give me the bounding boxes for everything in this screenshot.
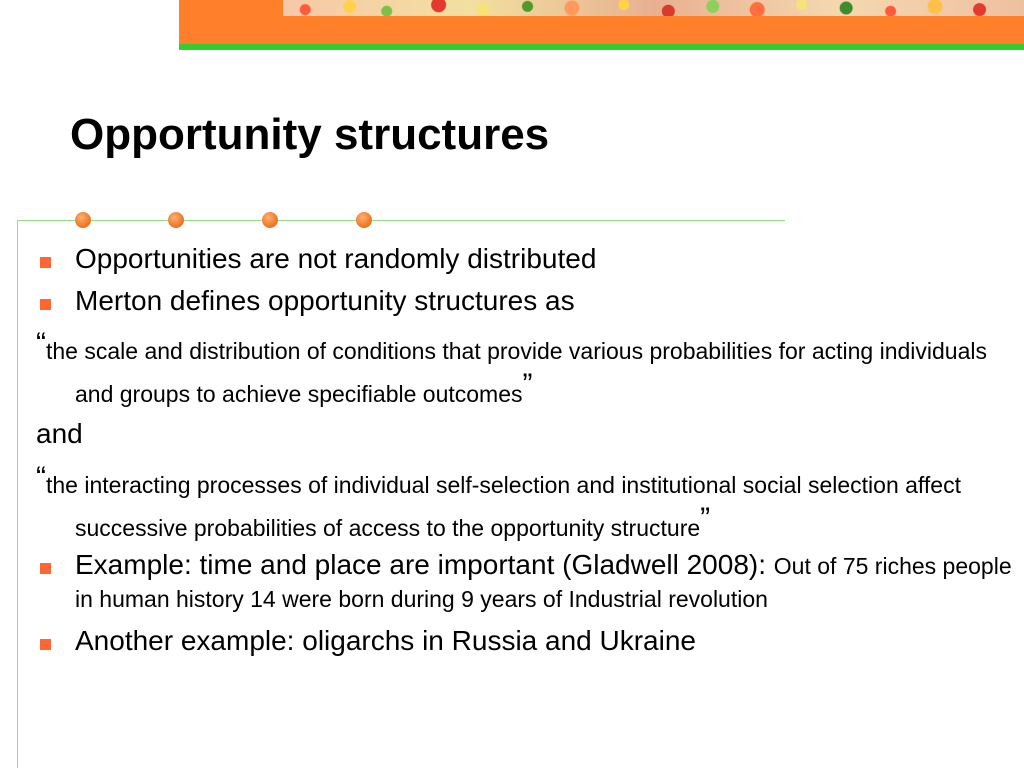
quote-text: the interacting processes of individual self-selection and institutional social selection affect successive probabilities of access to the opportunity structure [46, 472, 961, 541]
decorative-dot-icon [262, 212, 278, 228]
merton-quote-2 [36, 461, 1021, 545]
open-quote-mark: “ [36, 327, 46, 360]
bullet-item [36, 625, 1021, 657]
square-bullet-icon [40, 299, 51, 310]
close-quote-mark: ” [522, 368, 533, 401]
header-flower-strip [283, 0, 1024, 16]
decorative-dot-icon [356, 212, 372, 228]
decorative-dot-icon [75, 212, 91, 228]
square-bullet-icon [40, 563, 51, 574]
left-accent-line [17, 221, 18, 768]
close-quote-mark: ” [700, 502, 711, 535]
square-bullet-icon [40, 257, 51, 268]
bullet-text: Merton defines opportunity structures as [75, 285, 575, 316]
quote-text: the scale and distribution of conditions that provide various probabilities for acting individuals and groups to achieve specifiable outcomes [46, 338, 987, 407]
merton-quote-1 [36, 327, 1021, 411]
header-decoration-band [179, 0, 1024, 50]
slide-title: Opportunity structures [70, 110, 550, 159]
header-green-line [179, 44, 1024, 50]
title-divider-line [17, 220, 785, 221]
and-connector: and [36, 418, 83, 449]
slide-body [36, 243, 1021, 667]
bullet-item [36, 549, 1021, 615]
bullet-text: Example: time and place are important (Gladwell 2008): [75, 549, 774, 580]
decorative-dot-icon [168, 212, 184, 228]
bullet-item [36, 243, 1021, 275]
bullet-detail-text: Out of 75 riches people in human history 14 were born during 9 years of Industrial revolution [75, 553, 1012, 612]
bullet-text: Another example: oligarchs in Russia and Ukraine [75, 625, 696, 656]
bullet-item [36, 285, 1021, 317]
bullet-text: Opportunities are not randomly distributed [75, 243, 597, 274]
square-bullet-icon [40, 639, 51, 650]
open-quote-mark: “ [36, 461, 46, 494]
